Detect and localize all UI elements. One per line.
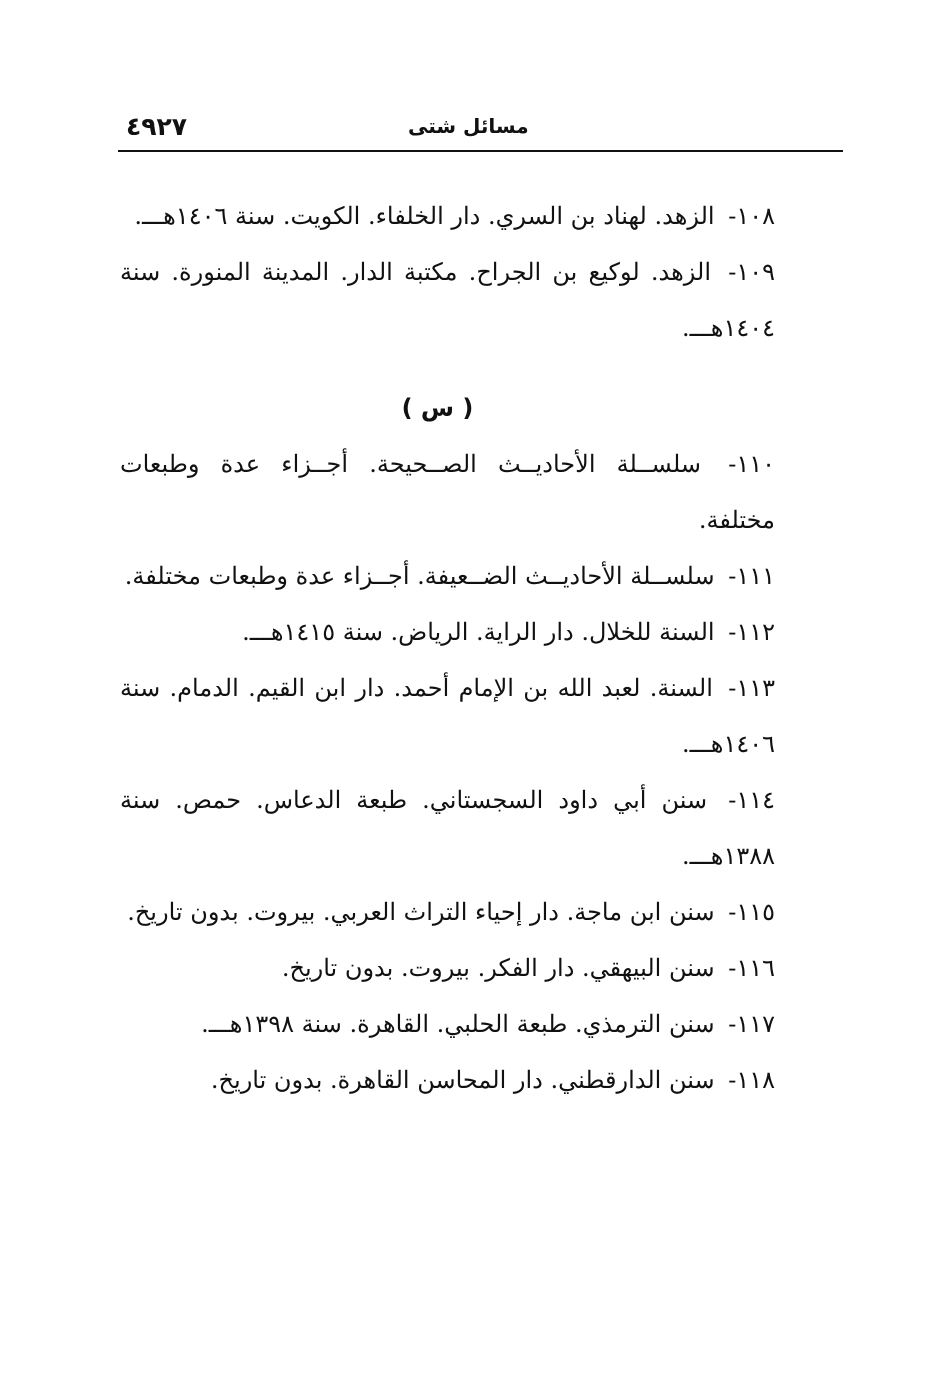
section-heading: ( س ) (401, 394, 474, 422)
bibliography-entry-114 (120, 772, 775, 884)
bibliography-entry-113 (120, 660, 775, 772)
entry-number: ١١٠- (728, 450, 775, 478)
entry-number: ١١٦- (728, 954, 775, 982)
entry-text: سنن أبي داود السجستاني. طبعة الدعاس. حمص. سنة ١٣٨٨هـــ. (120, 786, 775, 870)
entry-number: ١٠٨- (728, 202, 775, 230)
bibliography-entry-110 (120, 436, 775, 548)
bibliography-entry-109 (120, 244, 775, 356)
entry-text: سنن ابن ماجة. دار إحياء التراث العربي. بيروت. بدون تاريخ. (127, 898, 715, 926)
entry-number: ١١٣- (728, 674, 776, 702)
entry-number: ١١٥- (728, 898, 775, 926)
entry-text: السنة للخلال. دار الراية. الرياض. سنة ١٤١٥هـــ. (242, 618, 715, 646)
entry-number: ١١٧- (728, 1010, 775, 1038)
page-number: ٤٩٢٧ (126, 112, 188, 141)
bibliography-entry-115 (120, 884, 775, 940)
header-rule (118, 150, 843, 152)
entry-number: ١١٢- (728, 618, 775, 646)
entry-text: سلســلة الأحاديــث الضــعيفة. أجــزاء عدة وطبعات مختلفة. (124, 562, 715, 590)
entry-text: سلســلة الأحاديــث الصــحيحة. أجــزاء عدة وطبعات مختلفة. (120, 450, 775, 534)
bibliography-entry-112 (120, 604, 775, 660)
running-title: مسائل شتى (408, 114, 529, 138)
entry-number: ١٠٩- (728, 258, 775, 286)
entry-text: سنن الدارقطني. دار المحاسن القاهرة. بدون تاريخ. (210, 1066, 715, 1094)
entry-number: ١١٨- (728, 1066, 775, 1094)
entry-text: سنن البيهقي. دار الفكر. بيروت. بدون تاريخ. (281, 954, 715, 982)
bibliography-entry-117 (120, 996, 775, 1052)
entry-number: ١١٤- (728, 786, 775, 814)
entry-number: ١١١- (728, 562, 775, 590)
entry-text: الزهد. لهناد بن السري. دار الخلفاء. الكويت. سنة ١٤٠٦هـــ. (134, 202, 715, 230)
entry-text: سنن الترمذي. طبعة الحلبي. القاهرة. سنة ١٣٩٨هـــ. (201, 1010, 715, 1038)
page-header (118, 108, 843, 148)
bibliography-entry-108 (120, 188, 775, 244)
bibliography-entry-118 (120, 1052, 775, 1108)
bibliography-entry-111 (120, 548, 775, 604)
bibliography-entry-116 (120, 940, 775, 996)
bibliography-list (120, 188, 775, 1108)
entry-text: الزهد. لوكيع بن الجراح. مكتبة الدار. المدينة المنورة. سنة ١٤٠٤هـــ. (120, 258, 775, 342)
entry-text: السنة. لعبد الله بن الإمام أحمد. دار ابن القيم. الدمام. سنة ١٤٠٦هـــ. (120, 674, 775, 758)
